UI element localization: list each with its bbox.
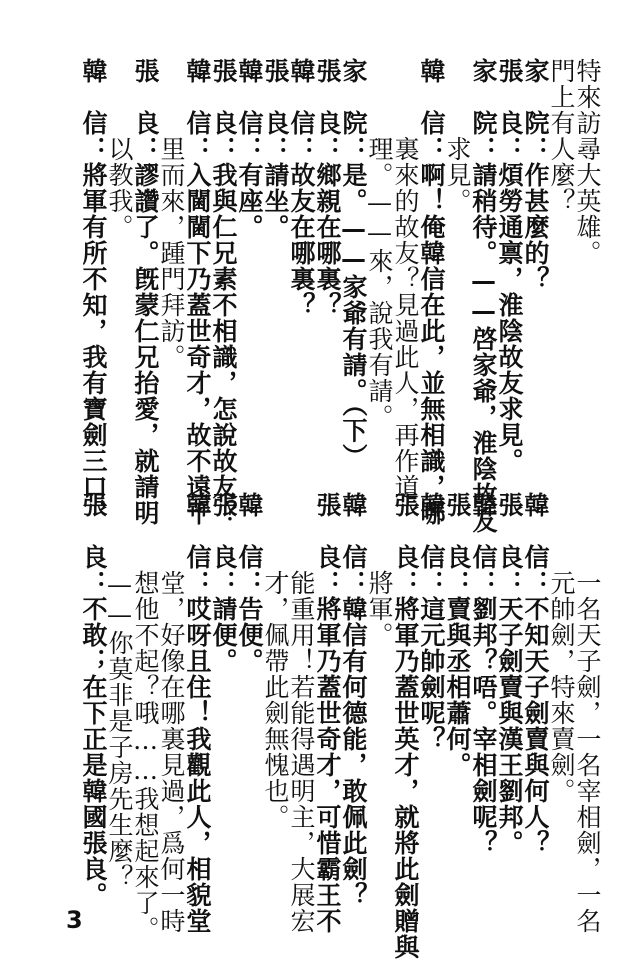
dialogue-line: 才，佩帶此劍無愧也。 — [261, 492, 290, 830]
dialogue-line: 想他不起？哦……我想起來了。 — [131, 492, 160, 942]
dialogue-line: 張 良：賣與丞相蕭何。 — [443, 492, 472, 778]
dialogue-line: 韓 信：哎呀且住！我觀此人，相貌堂 — [183, 492, 212, 934]
dialogue-line: 張 良：天子劍賣與漢王劉邦。 — [495, 492, 524, 856]
dialogue-line: 張 良：鄉親在哪裏？ — [313, 58, 342, 318]
dialogue-line: 將軍。 — [365, 492, 394, 648]
dialogue-line: 家 院：是。——家爺有請。（下） — [339, 58, 368, 470]
dialogue-line: 韓 信：將軍有所不知，我有寶劍三口， — [79, 58, 108, 526]
dialogue-line: 韓 信：故友在哪裏？ — [287, 58, 316, 318]
dialogue-line: 能重用！若能得遇明主，大展宏 — [287, 492, 316, 934]
dialogue-line: 韓 信：劉邦？唔。宰相劍呢？ — [469, 492, 498, 856]
dialogue-line: 裏來的故友？見過此人，再作道 — [391, 58, 420, 500]
dialogue-line: 特來訪尋大英雄。 — [573, 58, 602, 266]
dialogue-line: 張 良：我與仁兄素不相識，怎說故友？ — [209, 58, 238, 526]
dialogue-line: ——你莫非是子房先生麼？ — [105, 492, 134, 890]
dialogue-line: 門上有人麼？ — [547, 58, 576, 214]
dialogue-line: 韓 信：啊！俺韓信在此，並無相識，哪 — [417, 58, 446, 526]
dialogue-line: 韓 信：這元帥劍呢？ — [417, 492, 446, 752]
dialogue-line: 張 良：謬讚了。旣蒙仁兄抬愛，就請明 — [131, 58, 160, 526]
dialogue-line: 張 良：將軍乃蓋世奇才，可惜霸王不 — [313, 492, 342, 934]
dialogue-line: 張 良：請便。 — [209, 492, 238, 674]
script-lower-section — [40, 492, 602, 960]
dialogue-line: 韓 信：有座。 — [235, 58, 264, 240]
dialogue-line: 家 院：作甚麼的？ — [521, 58, 550, 292]
dialogue-line: 韓 信：不知天子劍賣與何人？ — [521, 492, 550, 856]
dialogue-line: 理。——來，說我有請。 — [365, 58, 394, 430]
dialogue-line: 張 良：將軍乃蓋世英才，就將此劍贈與 — [391, 492, 420, 960]
dialogue-line: 求見。 — [443, 58, 472, 214]
page-number: 3 — [66, 906, 83, 934]
dialogue-line: 一名天子劍，一名宰相劍，一名 — [573, 492, 602, 934]
dialogue-line: 張 良：請坐。 — [261, 58, 290, 240]
script-upper-section — [40, 58, 602, 534]
dialogue-line: 家 院：請稍待。——啓家爺，淮陰故友 — [469, 58, 498, 534]
dialogue-line: 堂，好像在哪裏見過，爲何一時 — [157, 492, 186, 934]
dialogue-line: 以教我。 — [105, 58, 134, 240]
dialogue-line: 韓 信：入閫閫下乃蓋世奇才，故不遠千 — [183, 58, 212, 526]
dialogue-line: 韓 信：告便。 — [235, 492, 264, 674]
dialogue-line: 里而來，踵門拜訪。 — [157, 58, 186, 370]
dialogue-line: 元帥劍，特來賣劍。 — [547, 492, 576, 804]
dialogue-line: 張 良：不敢；在下正是韓國張良。 — [79, 492, 108, 908]
dialogue-line: 張 良：煩勞通禀，淮陰故友求見。 — [495, 58, 524, 474]
dialogue-line: 韓 信：韓信有何德能，敢佩此劍？ — [339, 492, 368, 908]
